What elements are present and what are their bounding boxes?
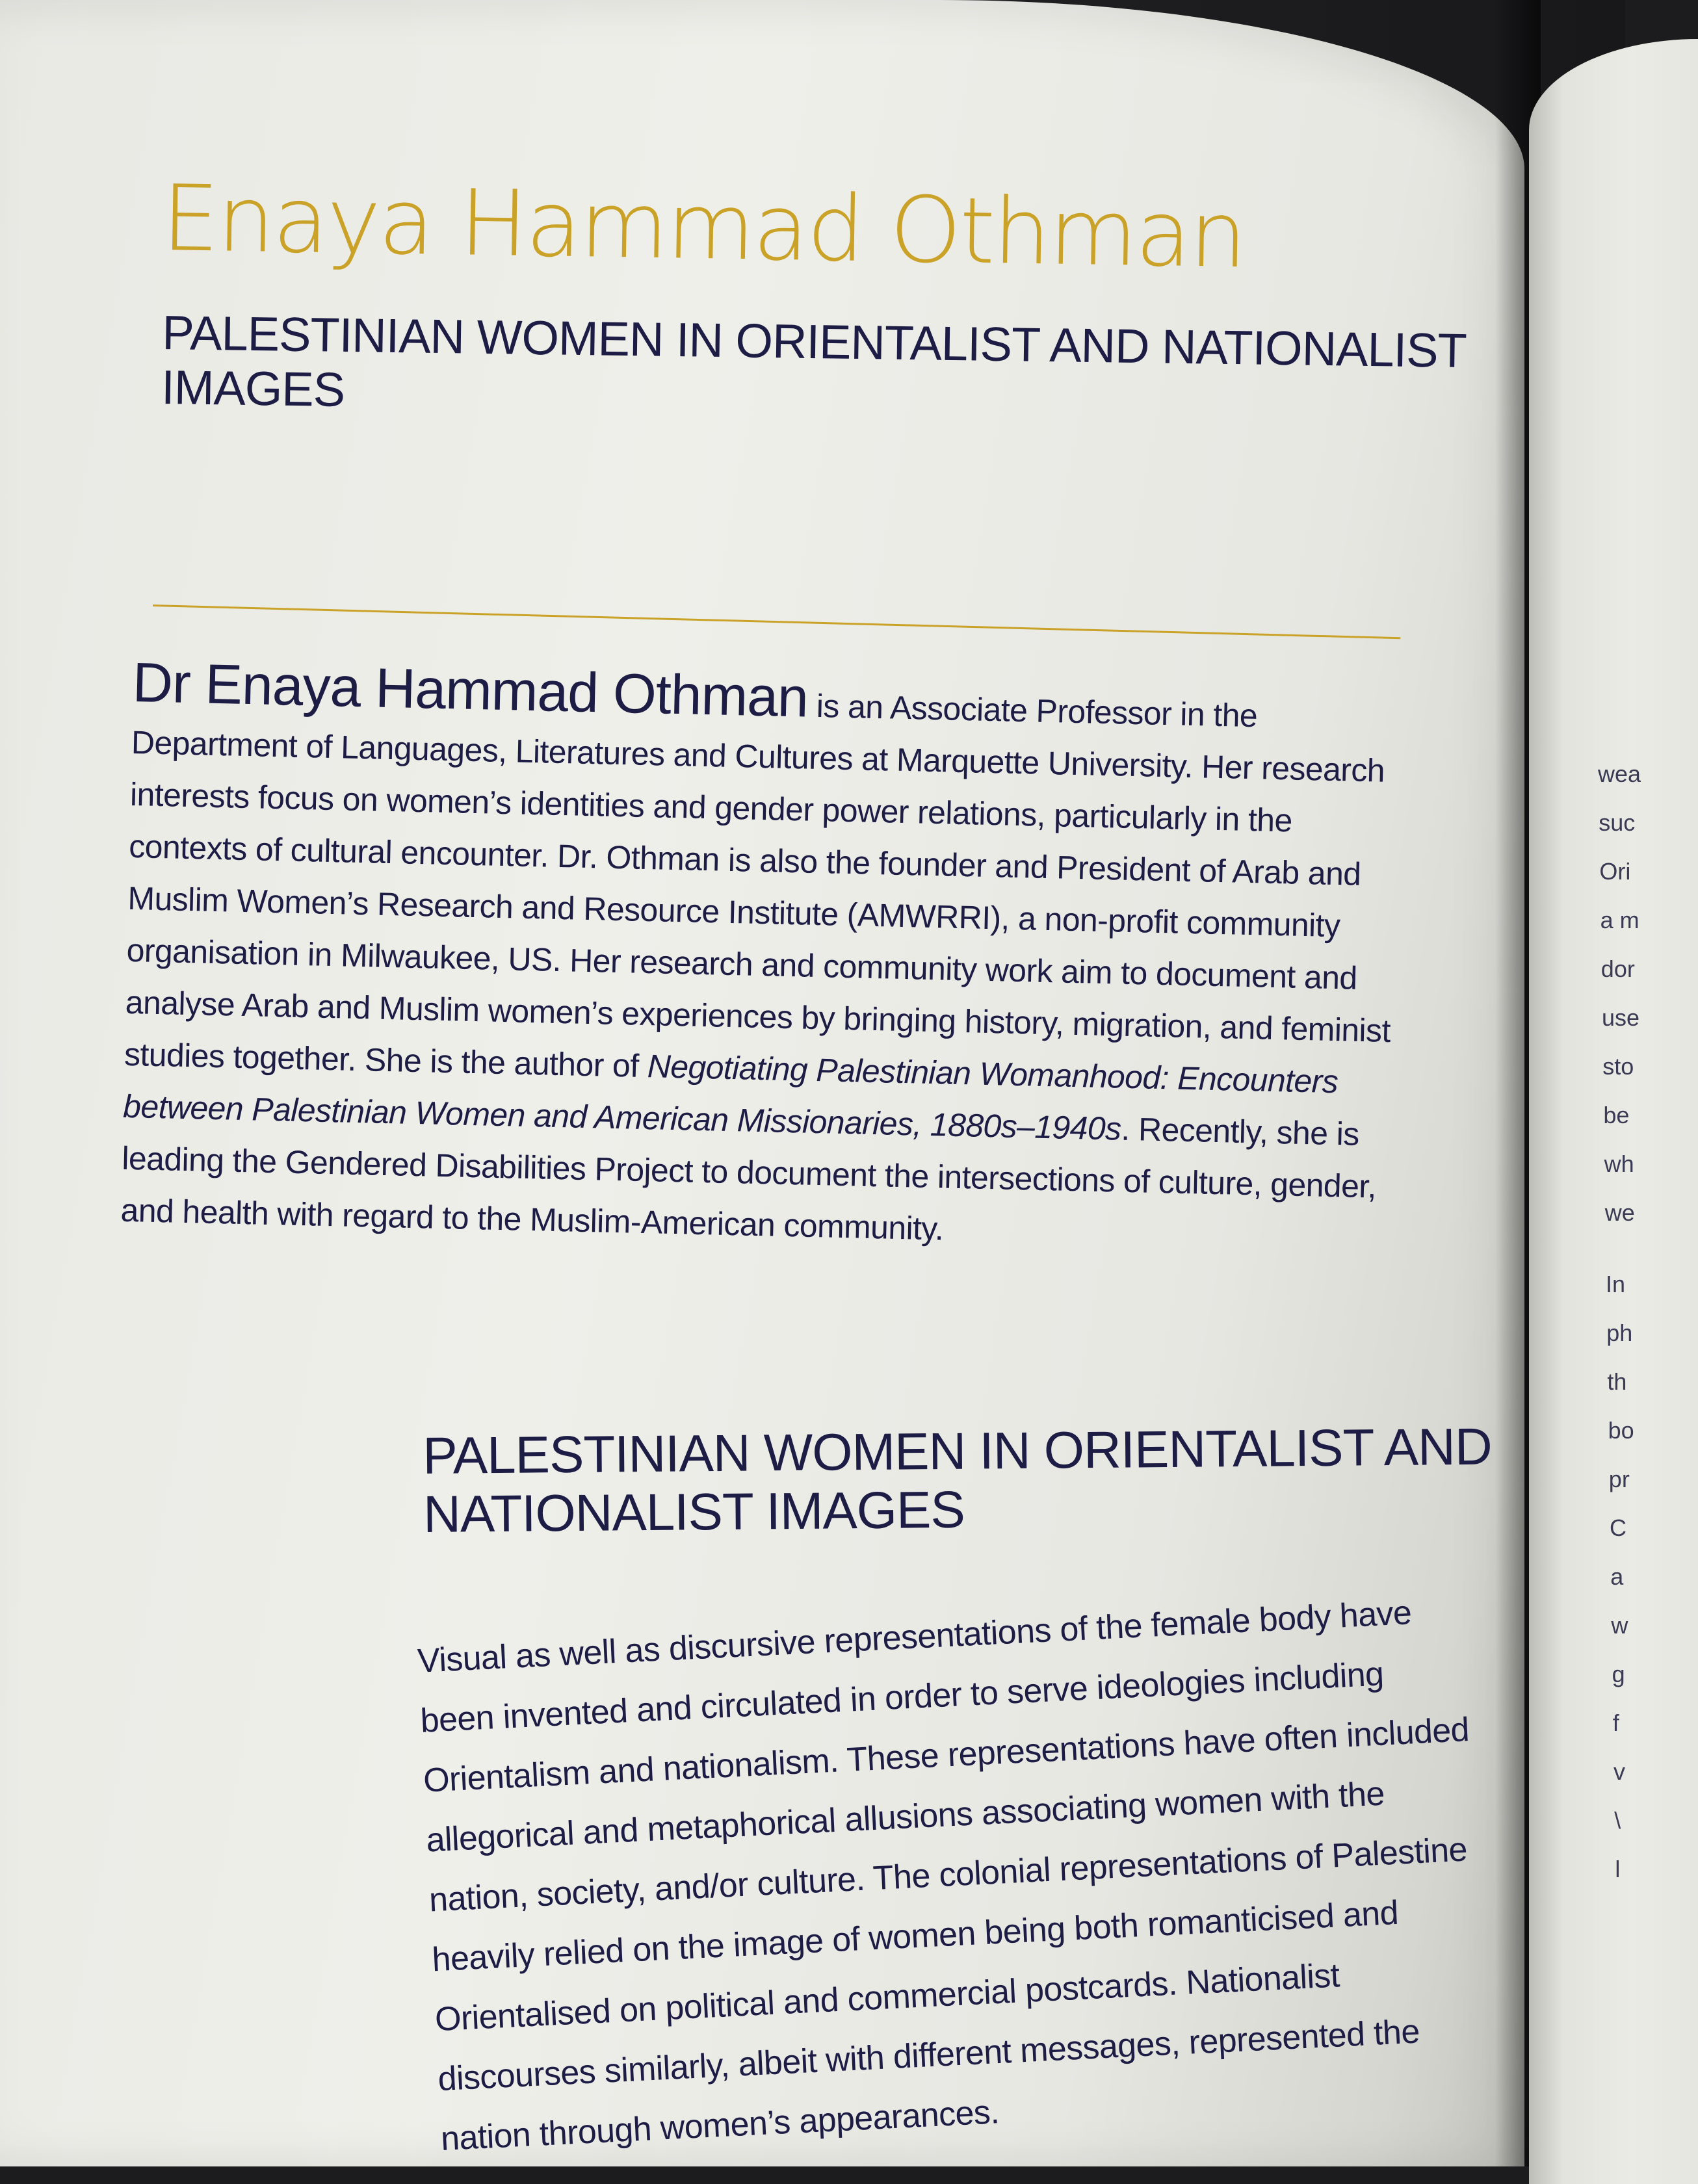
essay-paragraph: Visual as well as discursive representations of the female body have been invented and circulated in order to serve ideologies including Orientalism and nationalism. These representations have often included allegorical and metaphorical allusions associating women with the nation, society, and/or culture. The colonial representations of Palestine heavily relied on the image of women being both romanticised and Orientalised on political and commercial postcards. Nationalist discourses similarly, albeit with different messages, represented the nation through women’s appearances. bbox=[416, 1594, 1470, 2159]
right-page-fragment: th bbox=[1607, 1368, 1627, 1395]
right-page-fragment: In bbox=[1606, 1271, 1626, 1297]
bio-text-2: . Recently, she is leading the Gendered Disabilities Project to document the intersections of culture, gender, and health with regard to the Muslim-American community. bbox=[120, 1110, 1377, 1247]
author-bio bbox=[120, 651, 1420, 1266]
right-page-fragment: a m bbox=[1600, 907, 1639, 933]
right-page-fragment: C bbox=[1610, 1514, 1626, 1541]
right-page-fragment: wea bbox=[1598, 760, 1641, 787]
gold-divider bbox=[153, 604, 1400, 639]
bio-book-title: Negotiating Palestinian Womanhood: Encounters between Palestinian Women and American Missionaries, 1880s–1940s bbox=[122, 1048, 1339, 1147]
right-page-fragment: Ori bbox=[1599, 858, 1631, 885]
section-title: PALESTINIAN WOMEN IN ORIENTALIST AND NATIONALIST IMAGES bbox=[423, 1417, 1492, 1543]
right-page-fragment: sto bbox=[1602, 1053, 1634, 1080]
right-page-fragment: ph bbox=[1606, 1320, 1633, 1346]
right-page-fragment: be bbox=[1603, 1102, 1630, 1128]
author-name: Enaya Hammad Othman bbox=[161, 166, 1246, 289]
bio-text-1: is an Associate Professor in the Department of Languages, Literatures and Cultures at Marquette University. Her research interests focus on women’s identities and gender power relations, particularly in the contexts of cultural encounter. Dr. Othman is also the founder and President of Arab and Muslim Women’s Research and Resource Institute (AMWRRI), a non-profit community organisation in Milwaukee, US. Her research and community work aim to document and analyse Arab and Muslim women’s experiences by bringing history, migration, and feminist studies together. She is the author of bbox=[124, 687, 1391, 1085]
right-page-fragment: v bbox=[1613, 1758, 1625, 1785]
bio-lead-name: Dr Enaya Hammad Othman bbox=[132, 651, 809, 729]
right-page-fragment: suc bbox=[1599, 809, 1636, 836]
right-page-fragment: a bbox=[1610, 1563, 1624, 1590]
right-page-fragment: pr bbox=[1608, 1466, 1630, 1492]
right-page-fragment: g bbox=[1612, 1661, 1625, 1687]
right-page-fragment: bo bbox=[1608, 1417, 1634, 1444]
right-page-fragment: w bbox=[1611, 1612, 1628, 1639]
right-page-fragment: we bbox=[1604, 1199, 1635, 1226]
right-page-fragment: f bbox=[1612, 1710, 1619, 1736]
right-page-fragment: use bbox=[1602, 1004, 1640, 1031]
chapter-title: PALESTINIAN WOMEN IN ORIENTALIST AND NATIONALIST IMAGES bbox=[161, 306, 1466, 417]
right-page-fragment: \ bbox=[1614, 1807, 1621, 1834]
right-page-fragment: l bbox=[1615, 1856, 1621, 1882]
right-page-fragment: dor bbox=[1600, 956, 1635, 982]
right-page-fragment: wh bbox=[1604, 1150, 1634, 1177]
